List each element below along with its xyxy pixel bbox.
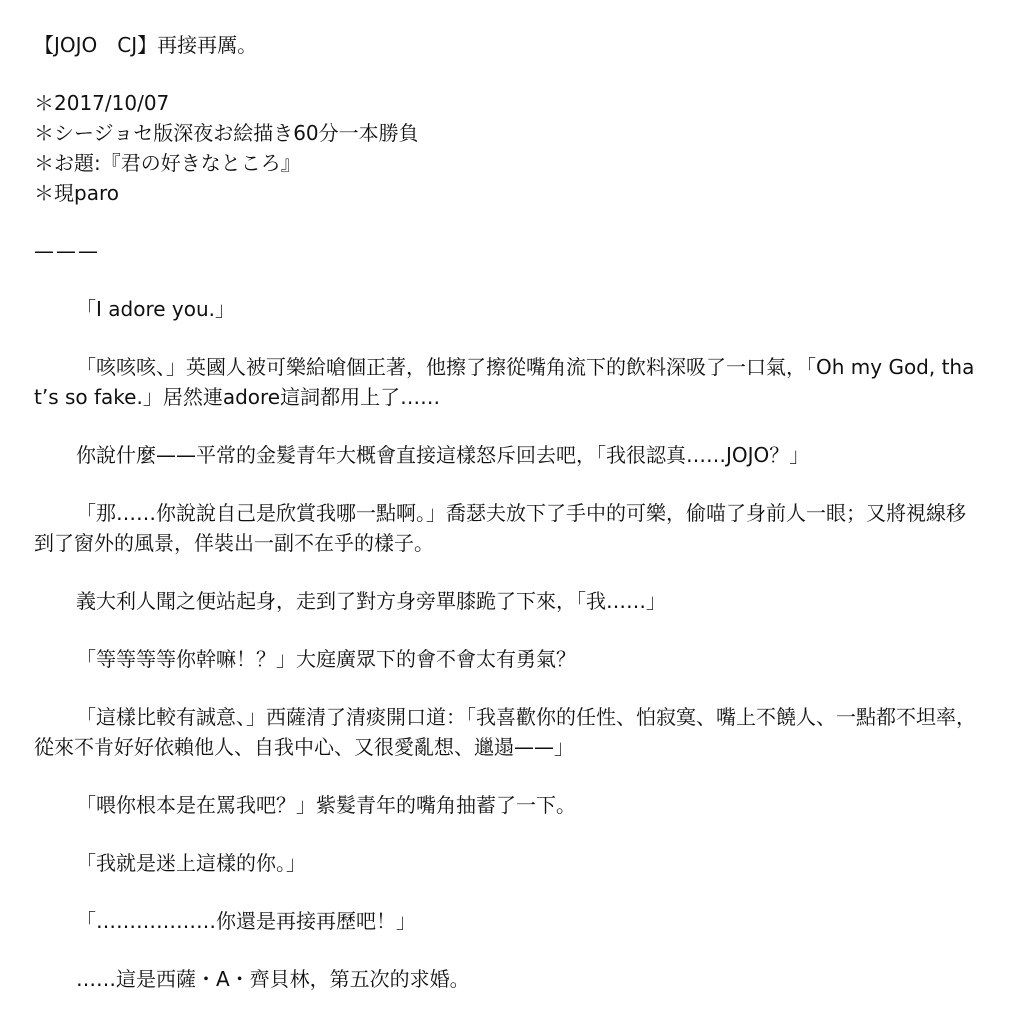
meta-prompt: ＊お題:『君の好きなところ』 bbox=[34, 151, 301, 175]
paragraph: 「這樣比較有誠意、」西薩清了清痰開口道：「我喜歡你的任性、怕寂寞、嘴上不饒人、一點都不坦率，從來不肯好好依賴他人、自我中心、又很愛亂想、邋遢——」 bbox=[34, 705, 976, 759]
paragraph: 「那……你說說自己是欣賞我哪一點啊。」喬瑟夫放下了手中的可樂，偷喵了身前人一眼；又將視線移到了窗外的風景，佯裝出一副不在乎的樣子。 bbox=[34, 501, 966, 555]
paragraph: 「喂你根本是在罵我吧？」紫髮青年的嘴角抽蓄了一下。 bbox=[76, 793, 576, 817]
document-title: 【JOJO CJ】再接再厲。 bbox=[34, 33, 258, 57]
paragraph: 你說什麼——平常的金髮青年大概會直接這樣怒斥回去吧，「我很認真……JOJO？」 bbox=[76, 443, 810, 467]
paragraph: 「等等等等你幹嘛！？」大庭廣眾下的會不會太有勇氣？ bbox=[76, 647, 576, 671]
paragraph: 「I adore you.」 bbox=[76, 297, 235, 321]
paragraph: 「………………你還是再接再歷吧！」 bbox=[76, 909, 416, 933]
meta-setting: ＊現paro bbox=[34, 181, 119, 205]
paragraph: 「咳咳咳、」英國人被可樂給嗆個正著，他擦了擦從嘴角流下的飲料深吸了一口氣，「Oh my God, that’s so fake.」居然連adore這詞都用上了…… bbox=[34, 355, 975, 409]
paragraph: ……這是西薩・A・齊貝林，第五次的求婚。 bbox=[76, 967, 470, 991]
paragraph: 「我就是迷上這樣的你。」 bbox=[76, 851, 306, 875]
meta-event: ＊シージョセ版深夜お絵描き60分一本勝負 bbox=[34, 121, 419, 145]
meta-list bbox=[34, 88, 984, 208]
document-body bbox=[34, 30, 984, 1022]
section-divider: ——— bbox=[34, 239, 100, 263]
paragraph: 義大利人聞之便站起身，走到了對方身旁單膝跪了下來，「我……」 bbox=[76, 589, 666, 613]
meta-date: ＊2017/10/07 bbox=[34, 91, 170, 115]
